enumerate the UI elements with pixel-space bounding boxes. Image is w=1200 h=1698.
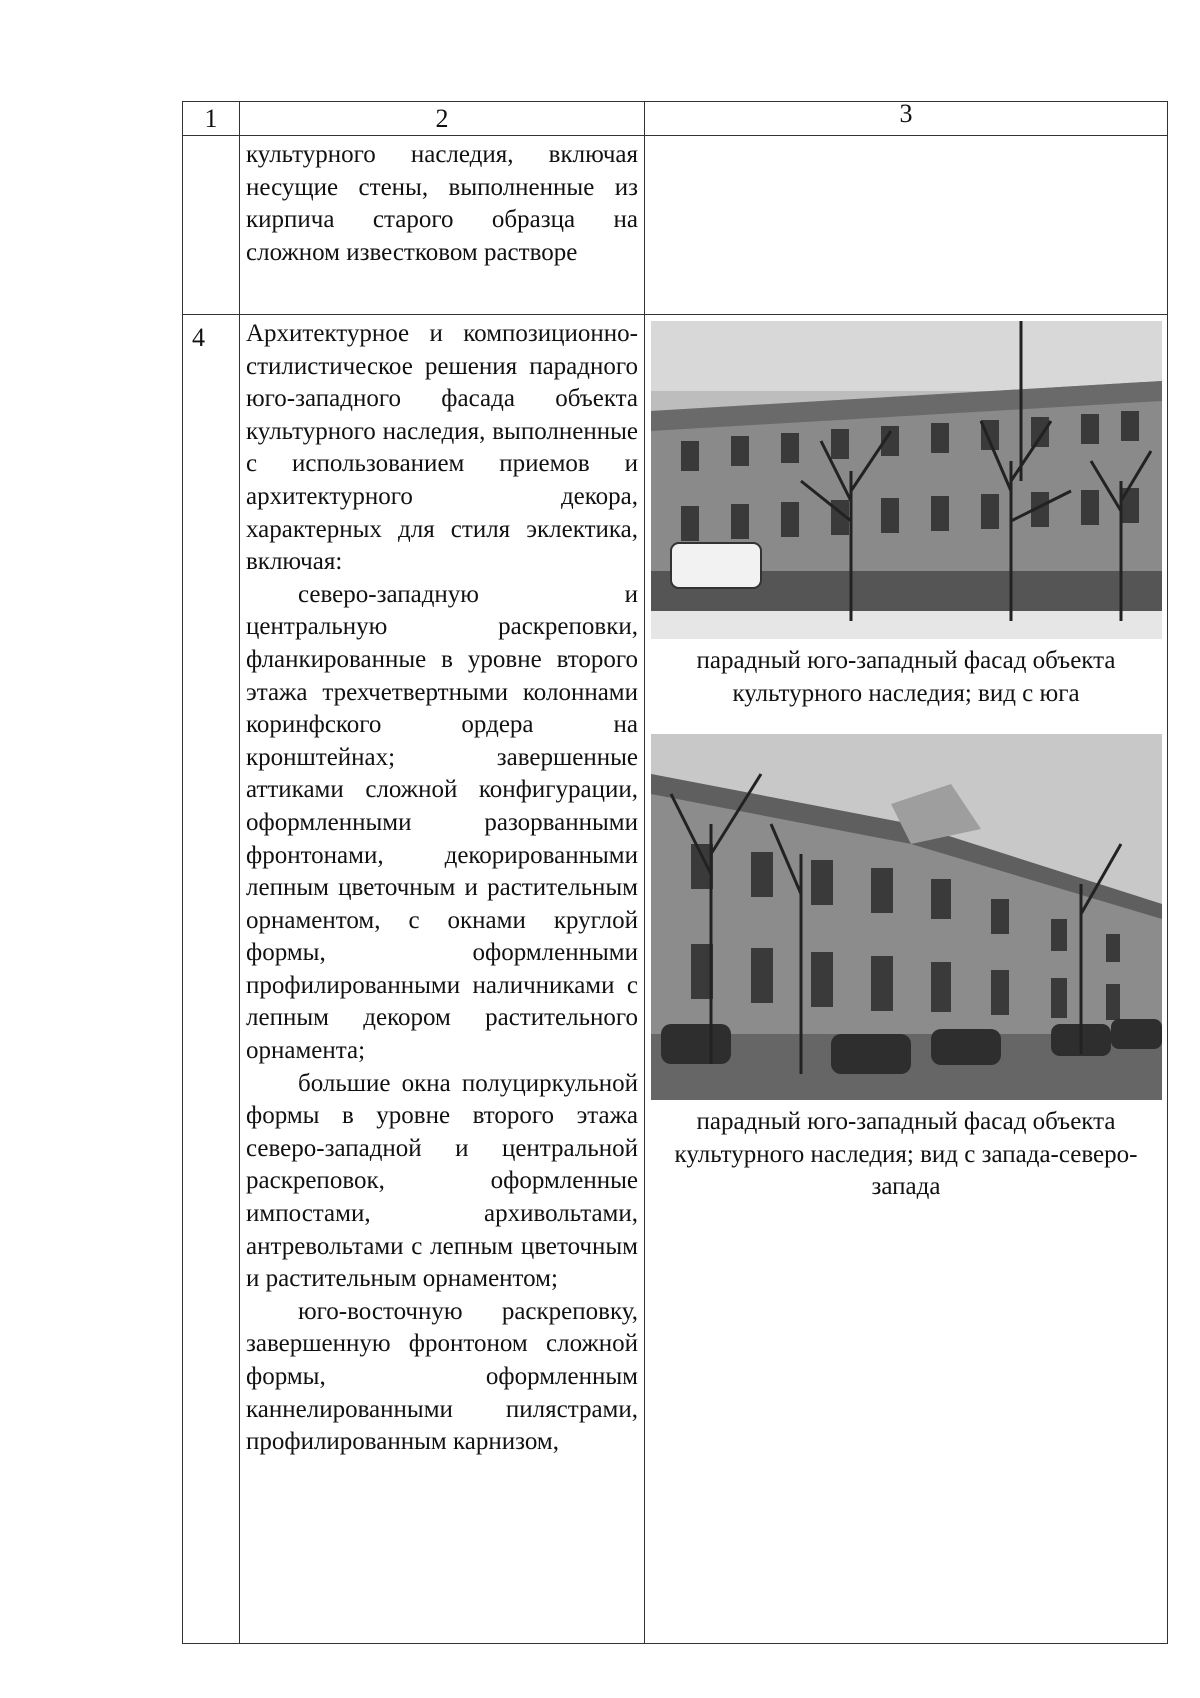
row-number-cell	[183, 136, 240, 315]
header-col-3: 3	[645, 102, 1168, 136]
facade-photo-west	[651, 734, 1162, 1100]
header-col-2: 2	[240, 102, 645, 136]
row-description-cell	[240, 136, 645, 315]
description-paragraph: юго-восточную раскреповку, завершенную фронтоном сложной формы, оформленным каннелированными пилястрами, профилированным карнизом,	[246, 1297, 638, 1456]
description-paragraph: Архитектурное и композиционно-стилистическое решения парадного юго-западного фасада объекта культурного наследия, выполненные с использованием приемов и архитектурного декора, характерных для стиля эклектика, включая:	[246, 320, 638, 576]
row-description-cell	[240, 315, 645, 1644]
facade-photo-south	[651, 321, 1162, 639]
photo-caption: парадный юго-западный фасад объекта культурного наследия; вид с юга	[696, 647, 1116, 707]
photo-caption: парадный юго-западный фасад объекта культурного наследия; вид с запада-северо-запада	[674, 1108, 1138, 1201]
description-paragraph: большие окна полуциркульной формы в уровне второго этажа северо-западной и центральной раскреповок, оформленные импостами, архивольтами, антревольтами с лепным цветочным и растительным орнаментом;	[246, 1069, 638, 1293]
table-row	[183, 136, 1168, 315]
table-row	[183, 315, 1168, 1644]
header-col-1: 1	[183, 102, 240, 136]
row-photo-cell	[645, 136, 1168, 315]
description-paragraph: северо-западную и центральную раскреповки, фланкированные в уровне второго этажа трехчетвертными колоннами коринфского ордера на кронштейнах; завершенные аттиками сложной конфигурации, оформленными разорванными фронтонами, декорированными лепным цветочным и растительным орнаментом, с окнами круглой формы, оформленными профилированными наличниками с лепным декором растительного орнамента;	[246, 580, 638, 1065]
row-number-cell: 4	[183, 315, 240, 1644]
description-paragraph: культурного наследия, включая несущие стены, выполненные из кирпича старого образца на сложном известковом растворе	[246, 141, 638, 266]
row-photo-cell	[645, 315, 1168, 1644]
monument-table	[182, 101, 1168, 1644]
table-header-row	[183, 102, 1168, 136]
